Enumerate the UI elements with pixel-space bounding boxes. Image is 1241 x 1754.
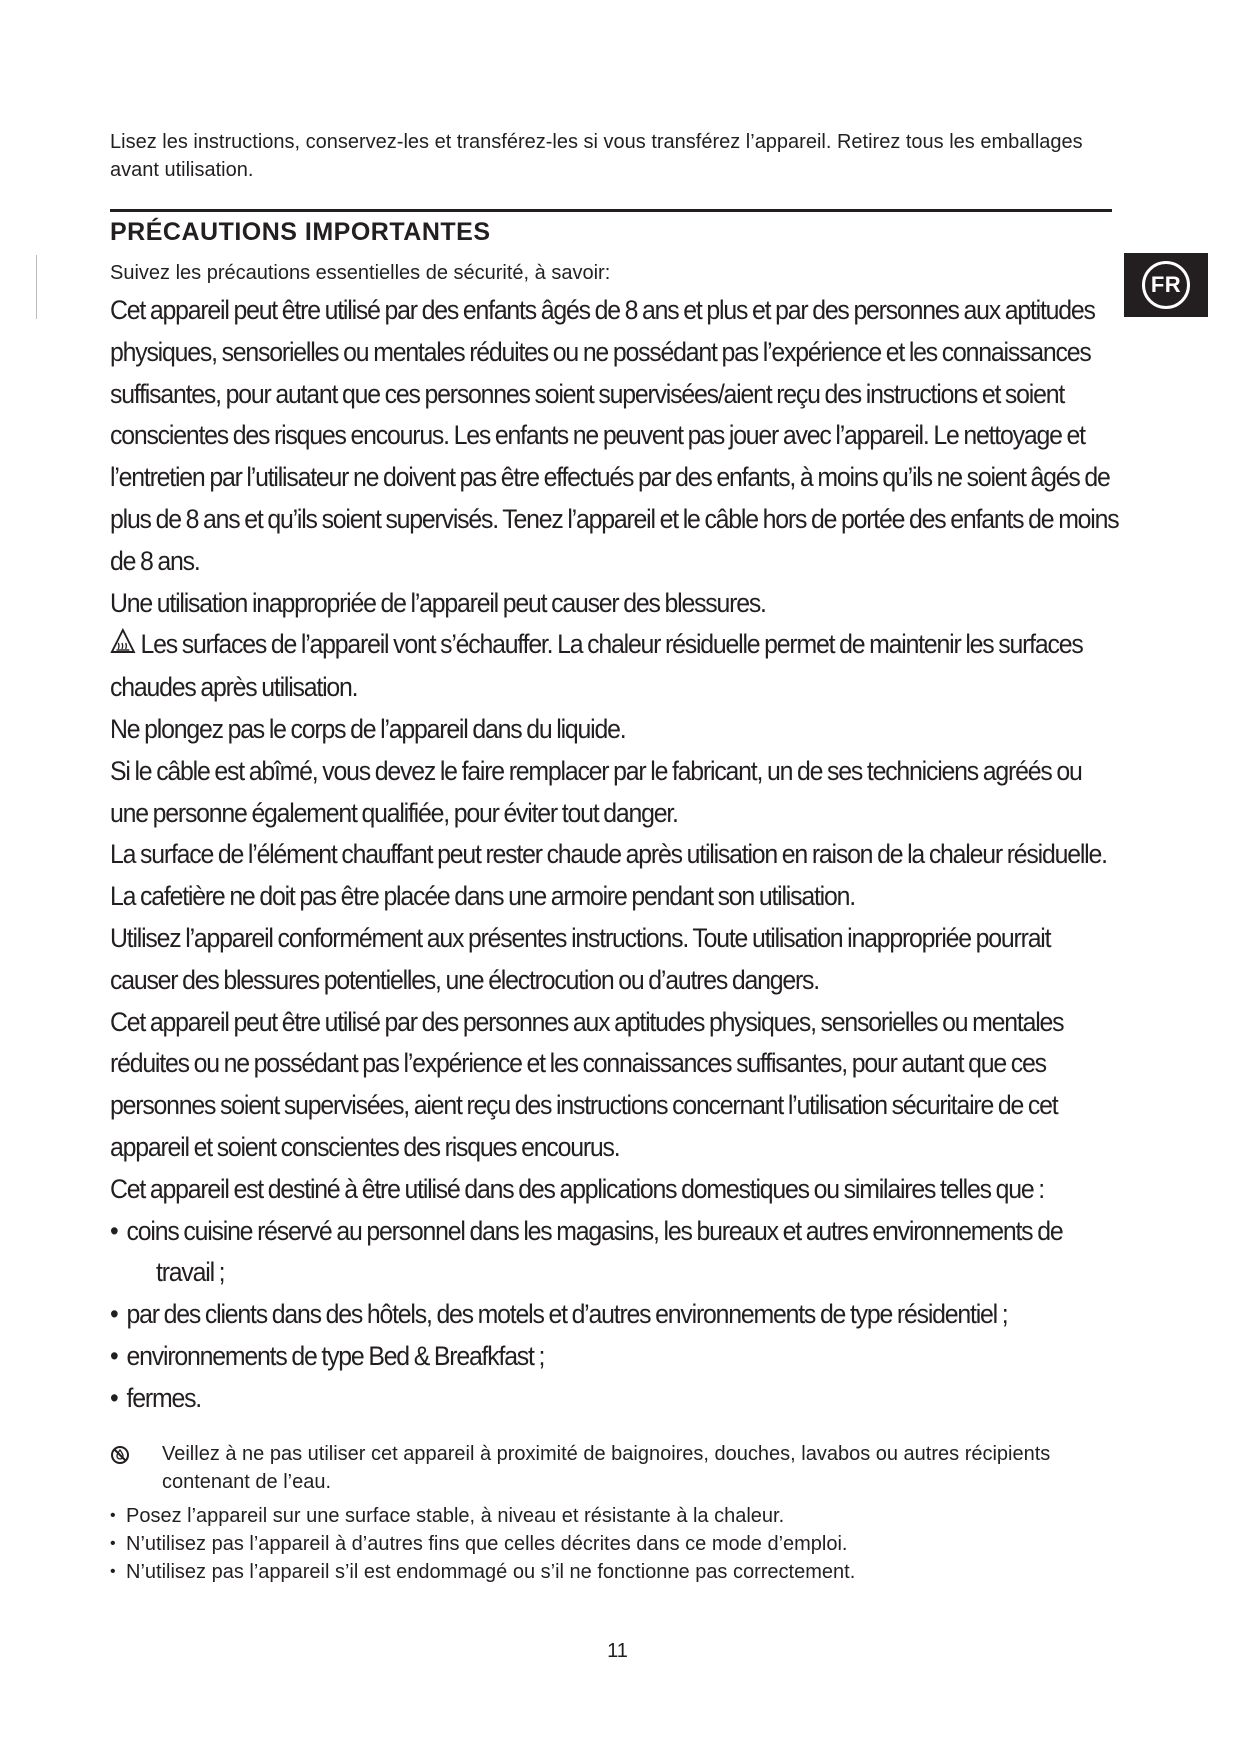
page-number: 11 [607,1640,628,1662]
paragraph-hot-surfaces [110,624,1120,709]
section-heading: PRÉCAUTIONS IMPORTANTES [110,218,491,246]
list-item: • fermes. [110,1378,1120,1420]
additional-warnings [110,1440,1110,1586]
section-subheading: Suivez les précautions essentielles de sécurité, à savoir: [110,262,611,284]
paragraph-cable: Si le câble est abîmé, vous devez le faire remplacer par le fabricant, un de ses techniciens agréés ou une personne également qualifiée, pour éviter tout danger. [110,755,1082,828]
water-warning [110,1440,1110,1496]
paragraph-usage: Utilisez l’appareil conformément aux présentes instructions. Toute utilisation inappropriée pourrait causer des blessures potentielles, une électrocution ou d’autres dangers. [110,922,1051,995]
list-item-text: coins cuisine réservé au personnel dans les magasins, les bureaux et autres environnements de [126,1215,1063,1246]
paragraph-immersion: Ne plongez pas le corps de l’appareil dans du liquide. [110,713,626,744]
water-warning-text: Veillez à ne pas utiliser cet appareil à proximité de baignoires, douches, lavabos ou autres récipients contenant de l’eau. [162,1443,1051,1493]
list-item: • N’utilisez pas l’appareil à d’autres fins que celles décrites dans ce mode d’emploi. [110,1530,1110,1558]
no-water-icon [110,1445,130,1473]
margin-mark [36,255,37,319]
list-item [110,1211,1120,1295]
list-item: • Posez l’appareil sur une surface stable, à niveau et résistante à la chaleur. [110,1502,1110,1530]
paragraph-hot-surfaces-text: Les surfaces de l’appareil vont s’échauffer. La chaleur résiduelle permet de maintenir les surfaces chaudes après utilisation. [110,629,1083,703]
intro-text: Lisez les instructions, conservez-les et transférez-les si vous transférez l’appareil. Retirez tous les emballages avant utilisation. [110,131,1083,181]
precautions-body [110,290,1120,1419]
list-item: • par des clients dans des hôtels, des motels et d’autres environnements de type résidentiel ; [110,1294,1120,1336]
paragraph-cabinet: La cafetière ne doit pas être placée dans une armoire pendant son utilisation. [110,881,855,912]
hot-surface-warning-icon [110,625,136,667]
paragraph-reduced-abilities: Cet appareil peut être utilisé par des personnes aux aptitudes physiques, sensorielles ou mentales réduites ou ne possédant pas l’expérience et les connaissances suffisantes, pour autant que ces personnes soient supervisées, aient reçu des instructions concernant l’utilisation sécuritaire de cet appareil et soient conscientes des risques encourus. [110,1006,1064,1162]
list-item: • environnements de type Bed & Breafkfast ; [110,1336,1120,1378]
list-item-continuation: travail ; [156,1257,225,1288]
usage-list [110,1211,1120,1420]
paragraph-domestic-use: Cet appareil est destiné à être utilisé dans des applications domestiques ou similaires telles que : [110,1173,1044,1204]
list-item: • N’utilisez pas l’appareil s’il est endommagé ou s’il ne fonctionne pas correctement. [110,1558,1110,1586]
language-badge [1124,253,1208,317]
heading-rule [110,209,1112,212]
paragraph-misuse: Une utilisation inappropriée de l’appareil peut causer des blessures. [110,587,766,618]
language-badge-label: FR [1142,261,1190,309]
paragraph-residual-heat: La surface de l’élément chauffant peut rester chaude après utilisation en raison de la chaleur résiduelle. [110,839,1107,870]
small-bullet-list [110,1502,1110,1586]
paragraph-children: Cet appareil peut être utilisé par des enfants âgés de 8 ans et plus et par des personnes aux aptitudes physiques, sensorielles ou mentales réduites ou ne possédant pas l’expérience et les connaissances suffisantes, pour autant que ces personnes soient supervisées/aient reçu des instructions et soient conscientes des risques encourus. Les enfants ne peuvent pas jouer avec l’appareil. Le nettoyage et l’entretien par l’utilisateur ne doivent pas être effectués par des enfants, à moins qu’ils ne soient âgés de plus de 8 ans et qu’ils soient supervisés. Tenez l’appareil et le câble hors de portée des enfants de moins de 8 ans. [110,295,1119,576]
